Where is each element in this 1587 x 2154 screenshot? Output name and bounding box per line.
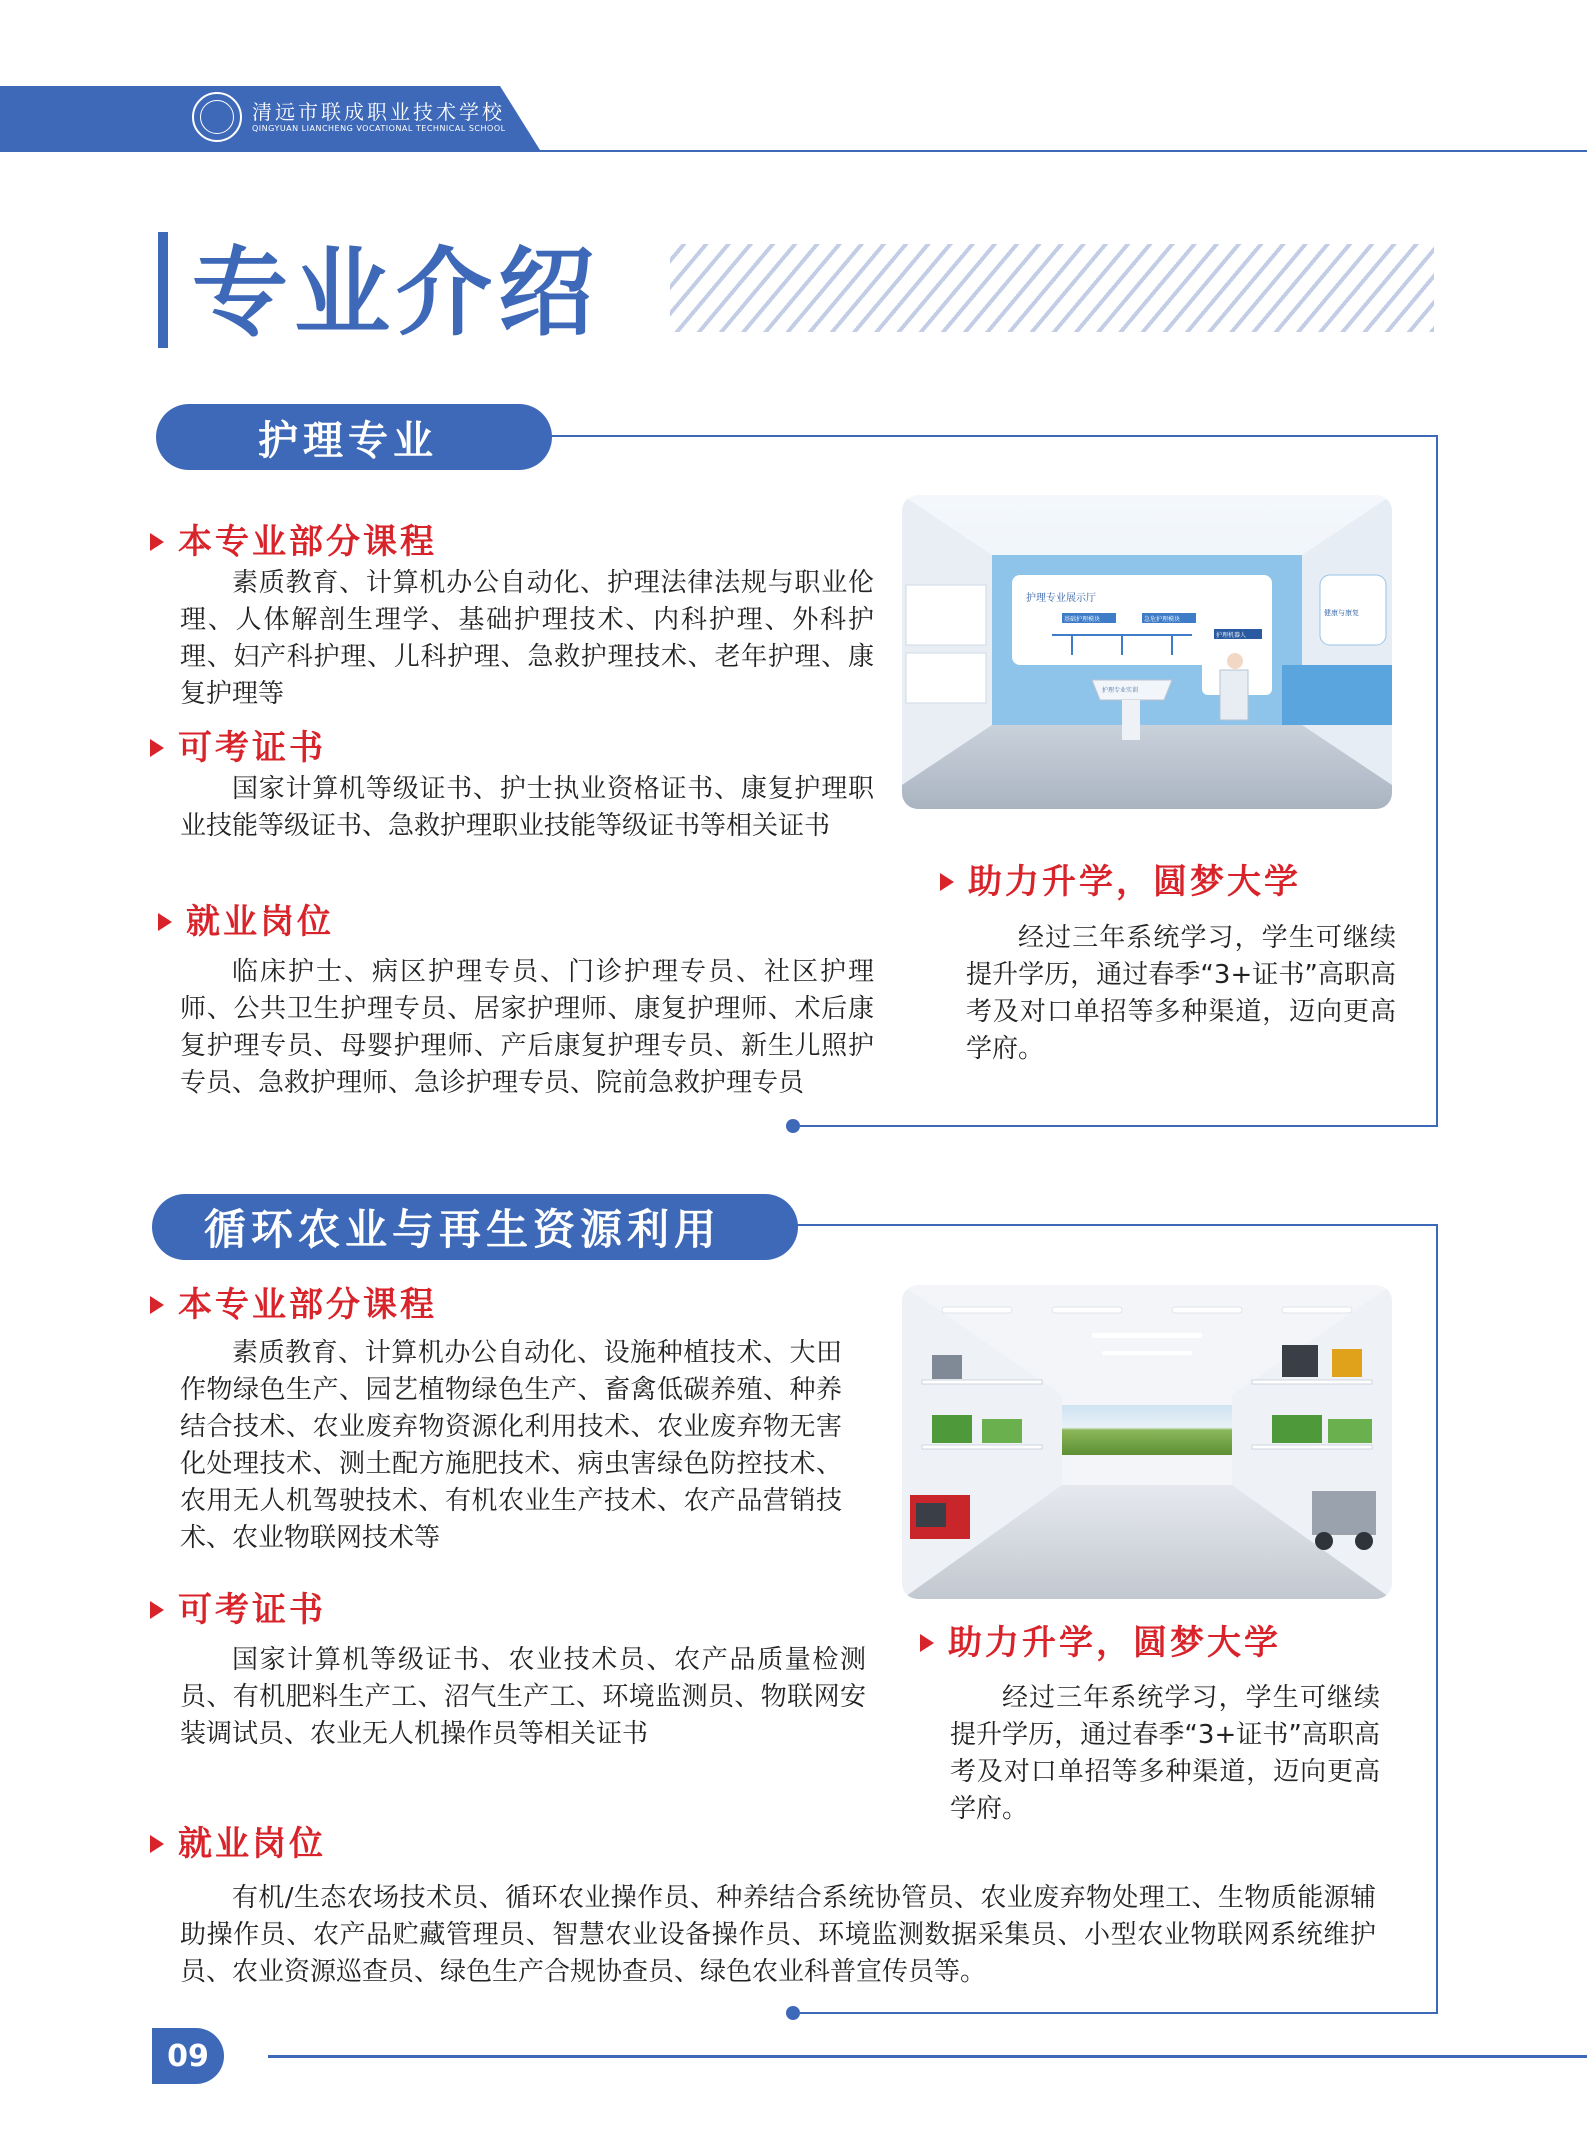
courses-text: 素质教育、计算机办公自动化、设施种植技术、大田作物绿色生产、园艺植物绿色生产、畜禽低碳养殖、种养结合技术、农业废弃物资源化利用技术、农业废弃物无害化处理技术、测土配方施肥技术、病虫害绿色防控技术、农用无人机驾驶技术、有机农业生产技术、农产品营销技术、农业物联网技术等 [180,1338,842,1553]
right-sign-text: 健康与康复 [1324,609,1359,617]
robot-label: 护理机器人 [1216,632,1247,639]
section-title-agriculture: 循环农业与再生资源利用 [152,1194,798,1260]
triangle-bullet-icon [158,913,172,931]
courses-heading [150,1285,437,1325]
page-number: 09 [152,2028,224,2084]
triangle-bullet-icon [150,1601,164,1619]
cert-heading [150,728,326,768]
nursing-hall-photo [902,495,1392,809]
further-study-heading-text: 助力升学，圆梦大学 [968,862,1301,902]
frame-dot [786,2006,800,2020]
agriculture-lab-photo [902,1285,1392,1599]
further-study-heading-text: 助力升学，圆梦大学 [948,1623,1281,1663]
flow-label-2: 急危护理模块 [1144,616,1181,623]
triangle-bullet-icon [150,739,164,757]
triangle-bullet-icon [150,533,164,551]
cert-heading [150,1590,326,1630]
table-label: 护理专业实训 [1102,687,1139,694]
further-study-text: 经过三年系统学习，学生可继续提升学历，通过春季“3+证书”高职高考及对口单招等多种渠道，迈向更高学府。 [950,1683,1380,1824]
triangle-bullet-icon [940,873,954,891]
triangle-bullet-icon [150,1835,164,1853]
section-frame-bottom [800,2012,1438,2014]
jobs-heading-text: 就业岗位 [178,1824,326,1864]
footer-rule [268,2055,1587,2058]
frame-dot [786,1119,800,1133]
section-frame-top [776,1224,1438,1226]
jobs-heading [158,902,334,942]
further-study-heading [940,862,1301,902]
courses-heading-text: 本专业部分课程 [178,1285,437,1325]
jobs-heading [150,1824,326,1864]
cert-text: 国家计算机等级证书、护士执业资格证书、康复护理职业技能等级证书、急救护理职业技能等级证书等相关证书 [180,774,874,841]
section-frame-right [1436,435,1438,1127]
triangle-bullet-icon [920,1634,934,1652]
further-study-text: 经过三年系统学习，学生可继续提升学历，通过春季“3+证书”高职高考及对口单招等多种渠道，迈向更高学府。 [966,923,1396,1064]
hall-sign-text: 护理专业展示厅 [1026,593,1096,604]
courses-heading-text: 本专业部分课程 [178,522,437,562]
further-study-heading [920,1623,1281,1663]
cert-text: 国家计算机等级证书、农业技术员、农产品质量检测员、有机肥料生产工、沼气生产工、环境监测员、物联网安装调试员、农业无人机操作员等相关证书 [180,1645,866,1749]
school-name-cn: 清远市联成职业技术学校 [252,100,505,124]
flow-label-1: 基础护理模块 [1064,616,1101,623]
jobs-text: 临床护士、病区护理专员、门诊护理专员、社区护理师、公共卫生护理专员、居家护理师、康复护理师、术后康复护理专员、母婴护理师、产后康复护理专员、新生儿照护专员、急救护理师、急诊护理专员、院前急救护理专员 [180,957,874,1098]
section-frame-top [540,435,1438,437]
section-frame-bottom [800,1125,1438,1127]
courses-heading [150,522,437,562]
section-title-nursing: 护理专业 [156,404,552,470]
page-title: 专业介绍 [192,237,600,349]
cert-heading-text: 可考证书 [178,728,326,768]
school-name-en: QINGYUAN LIANCHENG VOCATIONAL TECHNICAL SCHOOL [252,124,506,133]
jobs-text: 有机/生态农场技术员、循环农业操作员、种养结合系统协管员、农业废弃物处理工、生物质能源辅助操作员、农产品贮藏管理员、智慧农业设备操作员、环境监测数据采集员、小型农业物联网系统维护员、农业资源巡查员、绿色生产合规协查员、绿色农业科普宣传员等。 [180,1883,1376,1987]
section-frame-right [1436,1224,1438,2014]
header-rule [0,150,1587,152]
courses-text: 素质教育、计算机办公自动化、护理法律法规与职业伦理、人体解剖生理学、基础护理技术、内科护理、外科护理、妇产科护理、儿科护理、急救护理技术、老年护理、康复护理等 [180,568,874,709]
cert-heading-text: 可考证书 [178,1590,326,1630]
decorative-hatch [670,244,1434,332]
triangle-bullet-icon [150,1296,164,1314]
jobs-heading-text: 就业岗位 [186,902,334,942]
title-accent-bar [158,232,168,348]
school-logo-icon [192,92,242,142]
